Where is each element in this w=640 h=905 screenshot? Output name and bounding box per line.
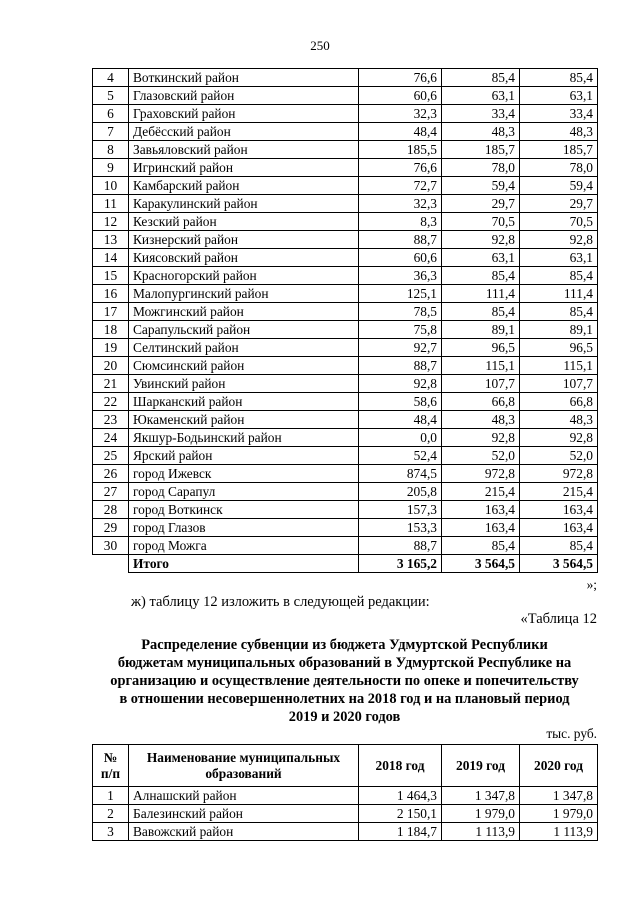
municipality-name: Можгинский район [129, 303, 359, 321]
table-row [93, 823, 598, 841]
value-2020: 1 979,0 [520, 805, 598, 823]
total-label: Итого [129, 555, 359, 573]
value-2019: 89,1 [442, 321, 520, 339]
municipality-name: Якшур-Бодьинский район [129, 429, 359, 447]
total-blank-cell [93, 555, 129, 573]
municipality-name: Вавожский район [129, 823, 359, 841]
table-row [93, 285, 598, 303]
municipality-name: Каракулинский район [129, 195, 359, 213]
table-row [93, 195, 598, 213]
table-header-row [93, 745, 598, 787]
value-2020: 1 347,8 [520, 787, 598, 805]
value-2020: 52,0 [520, 447, 598, 465]
value-2019: 163,4 [442, 501, 520, 519]
municipality-name: Игринский район [129, 159, 359, 177]
total-2020: 3 564,5 [520, 555, 598, 573]
value-2018: 58,6 [359, 393, 442, 411]
row-number: 17 [93, 303, 129, 321]
municipality-name: город Можга [129, 537, 359, 555]
municipality-name: Глазовский район [129, 87, 359, 105]
municipality-name: Киясовский район [129, 249, 359, 267]
value-2020: 48,3 [520, 411, 598, 429]
row-number: 18 [93, 321, 129, 339]
value-2019: 63,1 [442, 87, 520, 105]
value-2018: 78,5 [359, 303, 442, 321]
value-2018: 153,3 [359, 519, 442, 537]
row-number: 27 [93, 483, 129, 501]
heading-line: в отношении несовершеннолетних на 2018 год и на плановый период [119, 691, 570, 707]
table-row [93, 249, 598, 267]
value-2018: 2 150,1 [359, 805, 442, 823]
value-2018: 205,8 [359, 483, 442, 501]
value-2018: 1 184,7 [359, 823, 442, 841]
row-number: 19 [93, 339, 129, 357]
header-2020: 2020 год [520, 745, 598, 787]
value-2018: 125,1 [359, 285, 442, 303]
table-row [93, 321, 598, 339]
row-number: 14 [93, 249, 129, 267]
value-2020: 66,8 [520, 393, 598, 411]
value-2019: 92,8 [442, 429, 520, 447]
value-2018: 88,7 [359, 537, 442, 555]
value-2019: 972,8 [442, 465, 520, 483]
value-2018: 48,4 [359, 411, 442, 429]
table-row [93, 105, 598, 123]
table-row [93, 339, 598, 357]
heading-line: 2019 и 2020 годов [288, 709, 401, 725]
value-2020: 63,1 [520, 249, 598, 267]
table-row [93, 213, 598, 231]
value-2018: 75,8 [359, 321, 442, 339]
table-row [93, 465, 598, 483]
header-municipality: Наименование муниципальных образований [129, 745, 359, 787]
row-number: 30 [93, 537, 129, 555]
value-2020: 70,5 [520, 213, 598, 231]
municipality-name: город Сарапул [129, 483, 359, 501]
value-2018: 76,6 [359, 159, 442, 177]
value-2018: 1 464,3 [359, 787, 442, 805]
value-2020: 185,7 [520, 141, 598, 159]
row-number: 22 [93, 393, 129, 411]
value-2020: 78,0 [520, 159, 598, 177]
table-row [93, 447, 598, 465]
municipality-name: Сарапульский район [129, 321, 359, 339]
municipality-name: город Воткинск [129, 501, 359, 519]
table-row [93, 87, 598, 105]
row-number: 1 [93, 787, 129, 805]
value-2020: 1 113,9 [520, 823, 598, 841]
row-number: 24 [93, 429, 129, 447]
table-row [93, 787, 598, 805]
value-2018: 60,6 [359, 87, 442, 105]
value-2019: 115,1 [442, 357, 520, 375]
row-number: 8 [93, 141, 129, 159]
row-number: 21 [93, 375, 129, 393]
municipality-name: город Ижевск [129, 465, 359, 483]
value-2018: 60,6 [359, 249, 442, 267]
amendment-instruction: ж) таблицу 12 изложить в следующей редакции: [131, 594, 430, 610]
row-number: 2 [93, 805, 129, 823]
municipality-name: Кизнерский район [129, 231, 359, 249]
value-2018: 8,3 [359, 213, 442, 231]
value-2019: 29,7 [442, 195, 520, 213]
value-2019: 52,0 [442, 447, 520, 465]
subsidy-table-2018-2020 [92, 744, 598, 841]
municipality-name: Юкаменский район [129, 411, 359, 429]
value-2018: 36,3 [359, 267, 442, 285]
table-row [93, 501, 598, 519]
value-2018: 185,5 [359, 141, 442, 159]
header-number: № п/п [93, 745, 129, 787]
value-2020: 63,1 [520, 87, 598, 105]
value-2019: 59,4 [442, 177, 520, 195]
row-number: 10 [93, 177, 129, 195]
municipality-name: Балезинский район [129, 805, 359, 823]
table-row [93, 429, 598, 447]
value-2020: 85,4 [520, 303, 598, 321]
table-row [93, 231, 598, 249]
row-number: 9 [93, 159, 129, 177]
municipality-name: Кезский район [129, 213, 359, 231]
header-2019: 2019 год [442, 745, 520, 787]
table-row [93, 537, 598, 555]
table-row [93, 303, 598, 321]
value-2020: 85,4 [520, 267, 598, 285]
value-2020: 163,4 [520, 501, 598, 519]
units-label: тыс. руб. [546, 726, 597, 741]
subsidy-table-continued [92, 68, 598, 573]
value-2018: 92,8 [359, 375, 442, 393]
value-2019: 70,5 [442, 213, 520, 231]
table-row [93, 483, 598, 501]
row-number: 3 [93, 823, 129, 841]
table-row [93, 159, 598, 177]
value-2020: 48,3 [520, 123, 598, 141]
municipality-name: Ярский район [129, 447, 359, 465]
value-2020: 107,7 [520, 375, 598, 393]
total-2019: 3 564,5 [442, 555, 520, 573]
row-number: 4 [93, 69, 129, 87]
value-2019: 185,7 [442, 141, 520, 159]
municipality-name: Алнашский район [129, 787, 359, 805]
value-2019: 96,5 [442, 339, 520, 357]
table-row [93, 141, 598, 159]
value-2020: 972,8 [520, 465, 598, 483]
table-row [93, 267, 598, 285]
row-number: 28 [93, 501, 129, 519]
value-2020: 85,4 [520, 69, 598, 87]
table-row [93, 69, 598, 87]
value-2020: 163,4 [520, 519, 598, 537]
value-2020: 92,8 [520, 231, 598, 249]
value-2018: 52,4 [359, 447, 442, 465]
closing-quote: »; [586, 577, 597, 592]
value-2018: 48,4 [359, 123, 442, 141]
value-2019: 92,8 [442, 231, 520, 249]
value-2020: 115,1 [520, 357, 598, 375]
row-number: 12 [93, 213, 129, 231]
row-number: 13 [93, 231, 129, 249]
value-2019: 33,4 [442, 105, 520, 123]
municipality-name: Малопургинский район [129, 285, 359, 303]
municipality-name: город Глазов [129, 519, 359, 537]
table-heading [92, 636, 597, 726]
value-2019: 85,4 [442, 537, 520, 555]
municipality-name: Сюмсинский район [129, 357, 359, 375]
value-2019: 48,3 [442, 411, 520, 429]
table-row [93, 177, 598, 195]
row-number: 29 [93, 519, 129, 537]
value-2018: 88,7 [359, 357, 442, 375]
municipality-name: Граховский район [129, 105, 359, 123]
value-2018: 32,3 [359, 195, 442, 213]
table-row [93, 357, 598, 375]
table-row [93, 805, 598, 823]
row-number: 15 [93, 267, 129, 285]
value-2019: 163,4 [442, 519, 520, 537]
value-2018: 157,3 [359, 501, 442, 519]
total-row [93, 555, 598, 573]
row-number: 5 [93, 87, 129, 105]
header-2018: 2018 год [359, 745, 442, 787]
municipality-name: Шарканский район [129, 393, 359, 411]
value-2019: 48,3 [442, 123, 520, 141]
row-number: 23 [93, 411, 129, 429]
row-number: 25 [93, 447, 129, 465]
value-2019: 78,0 [442, 159, 520, 177]
municipality-name: Воткинский район [129, 69, 359, 87]
value-2018: 92,7 [359, 339, 442, 357]
value-2020: 85,4 [520, 537, 598, 555]
value-2020: 111,4 [520, 285, 598, 303]
total-2018: 3 165,2 [359, 555, 442, 573]
value-2019: 85,4 [442, 267, 520, 285]
municipality-name: Камбарский район [129, 177, 359, 195]
value-2019: 1 347,8 [442, 787, 520, 805]
value-2019: 215,4 [442, 483, 520, 501]
value-2019: 66,8 [442, 393, 520, 411]
row-number: 16 [93, 285, 129, 303]
value-2019: 1 979,0 [442, 805, 520, 823]
row-number: 7 [93, 123, 129, 141]
heading-line: организацию и осуществление деятельности по опеке и попечительству [110, 673, 579, 689]
table-row [93, 519, 598, 537]
municipality-name: Дебёсский район [129, 123, 359, 141]
value-2019: 107,7 [442, 375, 520, 393]
value-2019: 85,4 [442, 69, 520, 87]
value-2020: 33,4 [520, 105, 598, 123]
value-2020: 215,4 [520, 483, 598, 501]
table-row [93, 393, 598, 411]
heading-line: бюджетам муниципальных образований в Удмуртской Республике на [117, 655, 572, 671]
table-row [93, 375, 598, 393]
value-2020: 92,8 [520, 429, 598, 447]
municipality-name: Красногорский район [129, 267, 359, 285]
municipality-name: Увинский район [129, 375, 359, 393]
row-number: 11 [93, 195, 129, 213]
value-2019: 85,4 [442, 303, 520, 321]
value-2018: 88,7 [359, 231, 442, 249]
value-2018: 76,6 [359, 69, 442, 87]
page-number: 250 [310, 38, 330, 53]
value-2020: 29,7 [520, 195, 598, 213]
value-2018: 32,3 [359, 105, 442, 123]
value-2018: 72,7 [359, 177, 442, 195]
row-number: 6 [93, 105, 129, 123]
value-2018: 874,5 [359, 465, 442, 483]
value-2019: 63,1 [442, 249, 520, 267]
value-2019: 111,4 [442, 285, 520, 303]
value-2020: 96,5 [520, 339, 598, 357]
value-2018: 0,0 [359, 429, 442, 447]
heading-line: Распределение субвенции из бюджета Удмуртской Республики [141, 637, 548, 653]
row-number: 26 [93, 465, 129, 483]
table-label: «Таблица 12 [520, 611, 597, 627]
row-number: 20 [93, 357, 129, 375]
municipality-name: Завьяловский район [129, 141, 359, 159]
value-2019: 1 113,9 [442, 823, 520, 841]
table-row [93, 123, 598, 141]
table-row [93, 411, 598, 429]
municipality-name: Селтинский район [129, 339, 359, 357]
value-2020: 59,4 [520, 177, 598, 195]
value-2020: 89,1 [520, 321, 598, 339]
